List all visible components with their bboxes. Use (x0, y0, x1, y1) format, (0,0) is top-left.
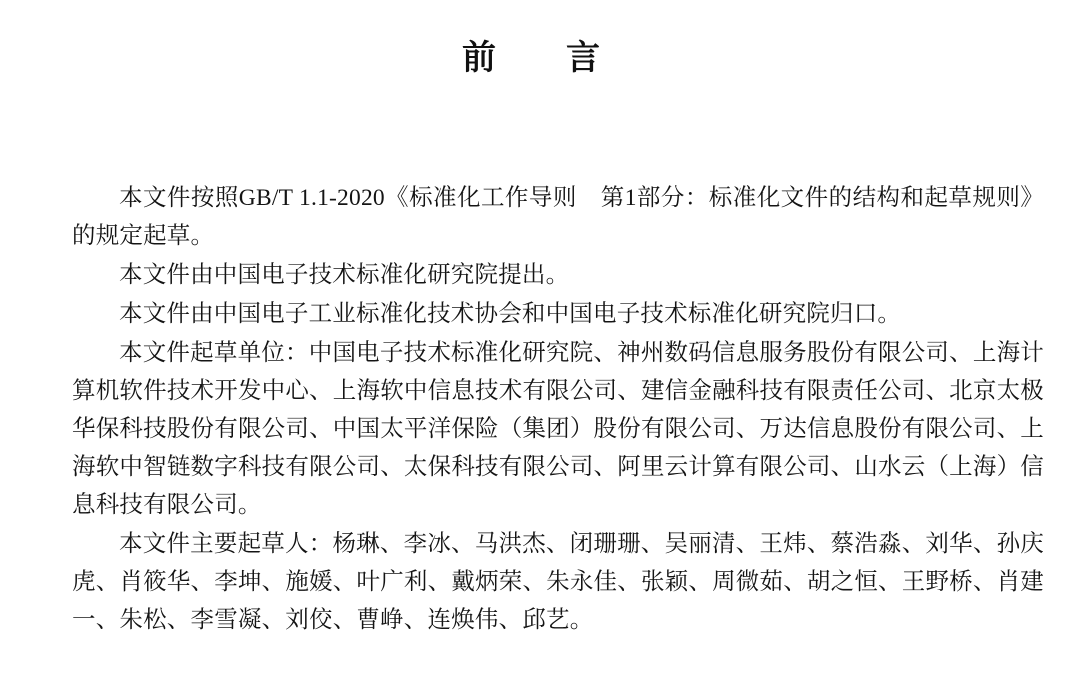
paragraph-drafting-organizations: 本文件起草单位：中国电子技术标准化研究院、神州数码信息服务股份有限公司、上海计算机软件技术开发中心、上海软中信息技术有限公司、建信金融科技有限责任公司、北京太极华保科技股份有限公司、中国太平洋保险（集团）股份有限公司、万达信息股份有限公司、上海软中智链数字科技有限公司、太保科技有限公司、阿里云计算有限公司、山水云（上海）信息科技有限公司。 (72, 340, 1044, 518)
page-title: 前 言 (462, 40, 618, 77)
foreword-body (0, 179, 1080, 639)
paragraph-proposed-by: 本文件由中国电子技术标准化研究院提出。 (119, 262, 570, 288)
paragraph-main-drafters: 本文件主要起草人：杨琳、李冰、马洪杰、闭珊珊、吴丽清、王炜、蔡浩淼、刘华、孙庆虎、肖筱华、李坤、施媛、叶广利、戴炳荣、朱永佳、张颖、周微茹、胡之恒、王野桥、肖建一、朱松、李雪凝、刘佼、曹峥、连焕伟、邱艺。 (72, 531, 1044, 633)
paragraph-scope-basis: 本文件按照GB/T 1.1-2020《标准化工作导则 第1部分：标准化文件的结构和起草规则》的规定起草。 (72, 185, 1044, 249)
document-page (0, 30, 1080, 675)
paragraph-under-jurisdiction: 本文件由中国电子工业标准化技术协会和中国电子技术标准化研究院归口。 (119, 301, 902, 327)
